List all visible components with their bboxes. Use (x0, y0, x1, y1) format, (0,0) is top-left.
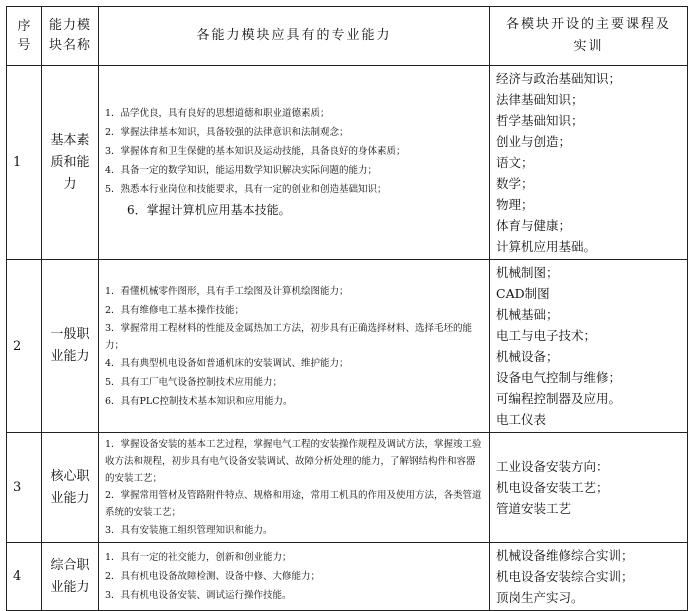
row-number: 4 (7, 543, 42, 611)
curriculum-ability-table (6, 6, 688, 611)
ability-item: 1．品学优良，具有良好的思想道德和职业道德素质； (105, 108, 330, 119)
course-item: 工业设备安装方向： (496, 459, 609, 474)
ability-item: 3．掌握常用工程材料的性能及金属热加工方法，初步具有正确选择材料、选择毛坯的能力； (105, 322, 473, 351)
ability-list-cell (99, 66, 490, 260)
ability-item: 2．掌握法律基本知识，具备较强的法律意识和法制观念； (105, 127, 349, 138)
ability-item: 4．具有典型机电设备如普通机床的安装调试、维护能力； (105, 357, 349, 369)
ability-item: 2．掌握常用管材及管路附件特点、规格和用途，常用工机具的作用及使用方法，各类管道系统的安装工艺； (105, 489, 482, 518)
course-item: 电工与电子技术； (496, 328, 597, 343)
table-row (7, 260, 688, 433)
ability-item: 2．具有维修电工基本操作技能； (105, 304, 245, 316)
course-item: 计算机应用基础。 (496, 239, 597, 254)
course-item: 法律基础知识； (496, 92, 584, 107)
ability-item: 1．具有一定的社交能力，创新和创业能力； (105, 552, 292, 563)
header-no (7, 7, 42, 66)
course-list-cell (490, 260, 688, 433)
header-module-text: 能力模块名称 (48, 18, 91, 53)
course-item: 体育与健康； (496, 218, 572, 233)
module-name: 核心职业能力 (42, 433, 99, 543)
course-list-cell (490, 66, 688, 260)
ability-item: 1．掌握设备安装的基本工艺过程，掌握电气工程的安装操作规程及调试方法，掌握竣工验收方法和规程，初步具有电气设备安装调试、故障分析处理的能力，了解钢结构件和容器的安装工艺； (105, 438, 482, 484)
course-item: 机械设备维修综合实训； (496, 548, 634, 563)
ability-item: 1．看懂机械零件图形，具有手工绘图及计算机绘图能力； (105, 285, 349, 297)
header-courses (490, 7, 688, 66)
row-number: 2 (7, 260, 42, 433)
course-item: 机械设备； (496, 349, 559, 364)
ability-list-cell (99, 543, 490, 611)
header-no-text: 序号 (17, 19, 31, 53)
course-item: 经济与政治基础知识； (496, 71, 622, 86)
ability-item: 3．掌握体育和卫生保健的基本知识及运动技能，具备良好的身体素质； (105, 146, 406, 157)
module-name: 综合职业能力 (42, 543, 99, 611)
header-abilities-text: 各能力模块应具有的专业能力 (196, 28, 392, 43)
course-item: 管道安装工艺 (496, 501, 572, 516)
course-item: 机械制图； (496, 265, 559, 280)
row-number: 3 (7, 433, 42, 543)
row-number: 1 (7, 66, 42, 260)
ability-item: 3．具有安装施工组织管理知识和能力。 (105, 524, 273, 536)
course-item: 顶岗生产实习。 (496, 590, 584, 605)
header-courses-text: 各模块开设的主要课程及实训 (505, 17, 671, 54)
ability-list-cell (99, 260, 490, 433)
course-item: 创业与创造； (496, 134, 572, 149)
course-item: 物理； (496, 197, 534, 212)
course-item: 数学； (496, 176, 534, 191)
header-abilities (99, 7, 490, 66)
module-name: 基本素质和能力 (42, 66, 99, 260)
ability-list (105, 436, 483, 540)
ability-list (105, 282, 483, 411)
header-module (42, 7, 99, 66)
ability-item: 4．具备一定的数学知识，能运用数学知识解决实际问题的能力； (105, 165, 378, 176)
course-list-cell (490, 433, 688, 543)
table-row (7, 433, 688, 543)
course-item: 机电设备安装工艺； (496, 480, 609, 495)
ability-item: 5．熟悉本行业岗位和技能要求，具有一定的创业和创造基础知识； (105, 184, 387, 195)
course-item: 可编程控制器及应用。 (496, 391, 622, 406)
ability-item: 6．掌握计算机应用基本技能。 (127, 203, 291, 217)
course-item: 机械基础； (496, 307, 559, 322)
course-item: 设备电气控制与维修； (496, 370, 622, 385)
course-item: 语文； (496, 155, 534, 170)
ability-item: 6．具有PLC控制技术基本知识和应用能力。 (105, 395, 293, 407)
table-header-row (7, 7, 688, 66)
course-item: 机电设备安装综合实训； (496, 569, 634, 584)
course-item: 电工仪表 (496, 412, 547, 427)
table-row (7, 543, 688, 611)
ability-item: 5．具有工厂电气设备控制技术应用能力； (105, 376, 283, 388)
table-row (7, 66, 688, 260)
ability-item: 2．具有机电设备故障检测、设备中修、大修能力； (105, 571, 321, 582)
module-name: 一般职业能力 (42, 260, 99, 433)
course-item: CAD制图 (496, 286, 550, 301)
ability-item: 3．具有机电设备安装、调试运行操作技能。 (105, 590, 292, 601)
ability-list (105, 548, 483, 605)
ability-list-cell (99, 433, 490, 543)
ability-list (105, 104, 483, 221)
course-item: 哲学基础知识； (496, 113, 584, 128)
course-list-cell (490, 543, 688, 611)
